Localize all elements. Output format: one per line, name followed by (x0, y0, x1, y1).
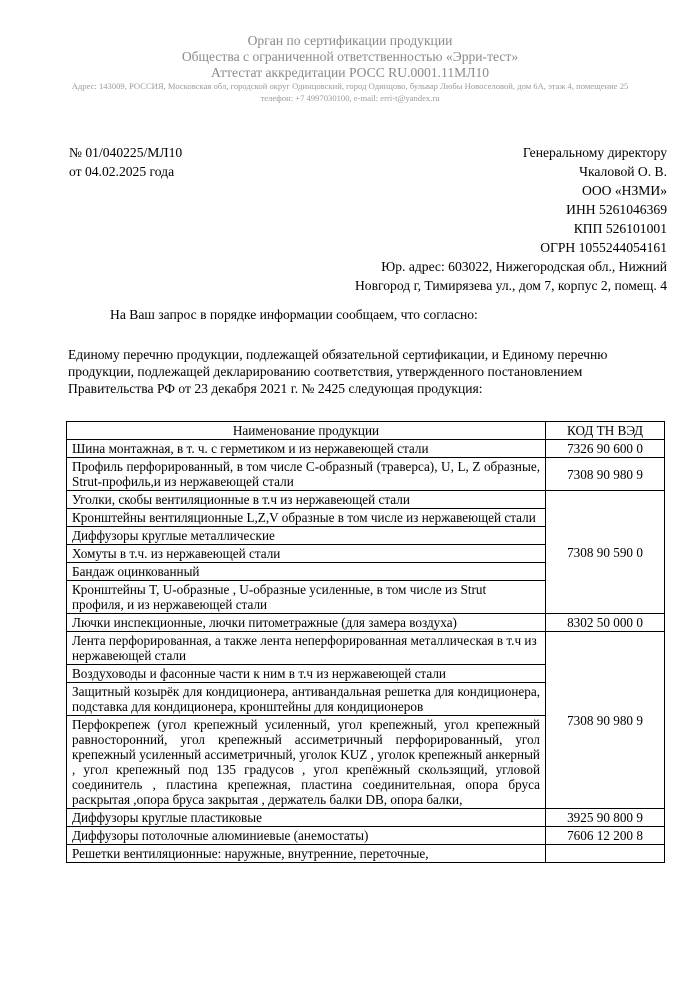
table-row (67, 440, 665, 458)
table-row (67, 458, 665, 491)
product-name: Решетки вентиляционные: наружные, внутренние, переточные, (67, 845, 546, 863)
product-name: Профиль перфорированный, в том числе С-образный (траверса), U, L, Z образные, Strut-профиль,и из нержавеющей стали (67, 458, 546, 491)
product-name: Шина монтажная, в т. ч. с герметиком и из нержавеющей стали (67, 440, 546, 458)
letterhead-address: Адрес: 143009, РОССИЯ, Московская обл, городской округ Одинцовский, город Одинцово, бульвар Любы Новоселовой, дом 6А, этаж 4, помещение 25 (71, 81, 629, 91)
product-name: Воздуховоды и фасонные части к ним в т.ч из нержавеющей стали (67, 665, 546, 683)
regulation-paragraph: Единому перечню продукции, подлежащей обязательной сертификации, и Единому перечню продукции, подлежащей декларированию соответствия, утвержденного постановлением Правительства РФ от 23 декабря 2021 г. № 2425 следующая продукция: (68, 347, 608, 396)
table-row (67, 809, 665, 827)
letterhead-contacts: телефон: +7 4997030100, e-mail: erri-t@yandex.ru (260, 93, 440, 103)
document-date: от 04.02.2025 года (69, 164, 175, 179)
recipient-company: ООО «НЗМИ» (582, 183, 667, 198)
product-code: 7308 90 590 0 (546, 491, 665, 614)
product-name: Лючки инспекционные, лючки питометражные (для замера воздуха) (67, 614, 546, 632)
product-name: Бандаж оцинкованный (67, 563, 546, 581)
product-name: Лента перфорированная, а также лента неперфорированная металлическая в т.ч из нержавеющей стали (67, 632, 546, 665)
product-name: Диффузоры потолочные алюминиевые (анемостаты) (67, 827, 546, 845)
letterhead-accreditation: Аттестат аккредитации РОСС RU.0001.11МЛ10 (210, 65, 490, 80)
product-code: 7308 90 980 9 (546, 632, 665, 809)
recipient-address-line2: Новгород г, Тимирязева ул., дом 7, корпус 2, помещ. 4 (354, 278, 667, 293)
document-number: № 01/040225/МЛ10 (69, 145, 183, 160)
product-code: 7326 90 600 0 (546, 440, 665, 458)
recipient-kpp: КПП 526101001 (573, 221, 667, 236)
product-code: 3925 90 800 9 (546, 809, 665, 827)
table-header-row (67, 422, 665, 440)
letterhead (40, 33, 660, 103)
product-name: Уголки, скобы вентиляционные в т.ч из нержавеющей стали (67, 491, 546, 509)
product-code: 8302 50 000 0 (546, 614, 665, 632)
header-tnved-code: КОД ТН ВЭД (546, 422, 665, 440)
product-code: 7606 12 200 8 (546, 827, 665, 845)
product-name: Диффузоры круглые пластиковые (67, 809, 546, 827)
recipient-address-line1: Юр. адрес: 603022, Нижегородская обл., Нижний (381, 259, 667, 274)
product-name: Перфокрепеж (угол крепежный усиленный, угол крепежный, угол крепежный равносторонний, угол крепежный ассиметричный перфорированный, угол крепежный усиленный ассиметричный, уголок KUZ , уголок крепежный анкерный , угол крепежный под 135 градусов , угол крепёжный скользящий, угловой соединитель , пластина крепежная, пластина соединительная, опора бруса раскрытая ,опора бруса закрытая , держатель балки DB, опора балки, (67, 716, 546, 809)
table-row (67, 632, 665, 665)
recipient-inn: ИНН 5261046369 (566, 202, 667, 217)
document-reference (69, 143, 182, 181)
recipient-block (355, 143, 667, 295)
table-row (67, 491, 665, 509)
table-row (67, 614, 665, 632)
table-row (67, 827, 665, 845)
table-row (67, 845, 665, 863)
product-name: Защитный козырёк для кондиционера, антивандальная решетка для кондиционера, подставка для кондиционера, кронштейны для кондиционеров (67, 683, 546, 716)
header-product-name: Наименование продукции (67, 422, 546, 440)
letterhead-org-title: Орган по сертификации продукции (247, 33, 453, 48)
recipient-name: Чкаловой О. В. (579, 164, 667, 179)
product-name: Диффузоры круглые металлические (67, 527, 546, 545)
intro-text: На Ваш запрос в порядке информации сообщаем, что согласно: (110, 307, 478, 322)
product-code: 7308 90 980 9 (546, 458, 665, 491)
products-table (66, 421, 665, 863)
product-name: Кронштейны вентиляционные L,Z,V образные в том числе из нержавеющей стали (67, 509, 546, 527)
product-code (546, 845, 665, 863)
product-name: Хомуты в т.ч. из нержавеющей стали (67, 545, 546, 563)
recipient-ogrn: ОГРН 1055244054161 (540, 240, 667, 255)
product-name: Кронштейны T, U-образные , U-образные усиленные, в том числе из Strut профиля, и из нержавеющей стали (67, 581, 546, 614)
recipient-title: Генеральному директору (522, 145, 667, 160)
letterhead-company-name: Общества с ограниченной ответственностью «Эрри-тест» (181, 49, 519, 64)
